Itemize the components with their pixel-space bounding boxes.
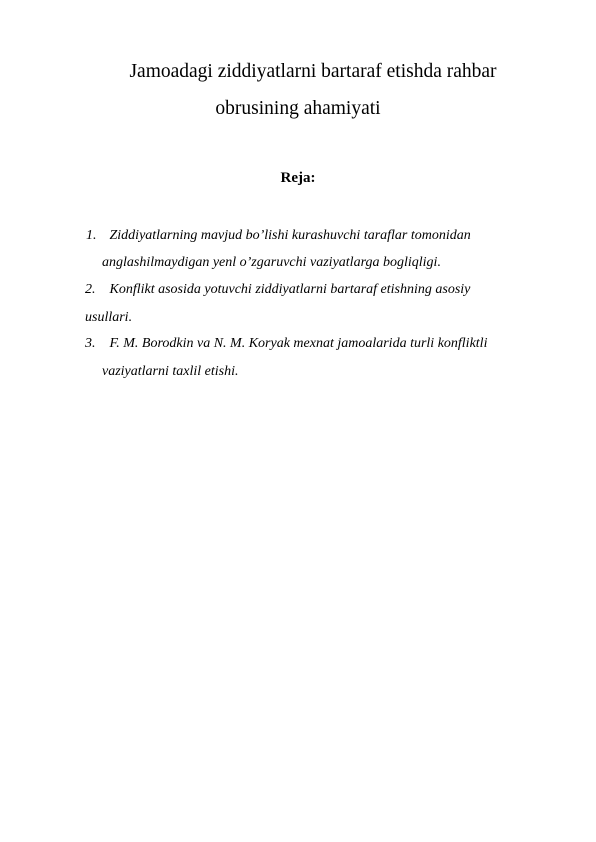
- plan-item-2-line-2: usullari.: [85, 310, 133, 325]
- plan-item-3-line-2: vaziyatlarni taxlil etishi.: [102, 364, 239, 379]
- plan-item-1-text: Ziddiyatlarning mavjud bo’lishi kurashuvchi taraflar tomonidan: [109, 228, 471, 243]
- plan-item-3-number: 3.: [85, 336, 96, 351]
- plan-item-1-line-1: [86, 226, 471, 246]
- plan-heading: Reja:: [280, 170, 316, 186]
- plan-item-1-number: 1.: [86, 228, 97, 243]
- document-title-line-1: Jamoadagi ziddiyatlarni bartaraf etishda rahbar: [129, 61, 497, 82]
- plan-item-2-number: 2.: [85, 282, 96, 297]
- plan-item-3-text: F. M. Borodkin va N. M. Koryak mexnat jamoalarida turli konfliktli: [109, 336, 488, 351]
- plan-item-2-line-1: [85, 280, 470, 300]
- plan-item-2-text: Konflikt asosida yotuvchi ziddiyatlarni bartaraf etishning asosiy: [109, 282, 471, 297]
- plan-item-3-line-1: [85, 334, 487, 354]
- plan-item-1-line-2: anglashilmaydigan yenl o’zgaruvchi vaziyatlarga bogliqligi.: [102, 255, 441, 270]
- document-title-line-2: obrusining ahamiyati: [215, 98, 381, 119]
